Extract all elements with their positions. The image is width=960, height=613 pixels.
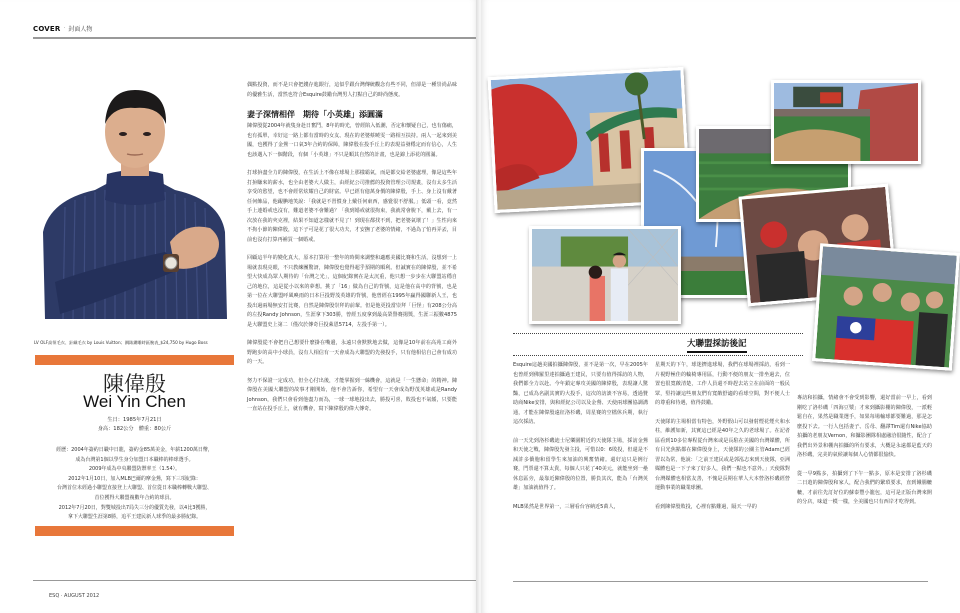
career-line: 2012年1月10日，加入MLB巴爾的摩金鶯，寫下三項紀錄： [68, 475, 201, 482]
article-paragraph: 回顧這半年的變化真大，原本打算用一整年的時間來調整和適應美國比賽和生活，沒想到一上場就表現亮眼，不只教練團驚訝，陳偉殷也覺得超乎預期的順利。但誠實在的陳偉殷，並不希望大快成為眾人期待的「台灣之光」，這個紀錄實在是太沉重，他只想一步步在大聯盟站穩自己的地位，這是從小以來的夢想。挑了「16」做為自己的背號，這是他在高中的背號，也是第一位在大聯盟呼風喚雨的日本巨投野茂英雄的背號，他曾經在1995年贏得國聯新人王，也投出過兩場無安打比賽，自然是陳偉殷崇拜的前輩。但是他更投當崇拜「巨怪」有208公分高的左投Randy Johnson，生涯拿下303勝，曾經五度拿到最高榮譽賽揚獎，生涯三振數4875是大聯盟史上第二（僅次於傳奇巨投萊恩5714，左投手第一）。 [247, 255, 457, 328]
career-line: 成為台灣第1個以學生身分加盟日本職棒的棒球選手。 [75, 456, 194, 463]
right-footer-divider [513, 581, 928, 582]
profile-career [32, 446, 237, 523]
article-paragraph: MLB果然是世界第一，三層看台容納近5萬人， [513, 503, 619, 510]
left-page [0, 0, 478, 613]
career-line: 2009年成為中央聯盟防禦率王（1.54）。 [88, 466, 181, 473]
article-column-right-2 [655, 361, 790, 521]
photo-caption: LV OLF高領毛衣、針織毛衣 by Louis Vuitton；鋼錶鏤雕時區腕表_$24,750 by Hugo Boss [34, 340, 208, 345]
profile-birthday: 生日：1985年7月21日 [107, 417, 162, 423]
sidebar-story-title: 大聯盟採訪後記 [687, 337, 747, 353]
portrait-illustration [35, 82, 235, 319]
article-paragraph: 前一天先到洛杉磯迪士尼樂園附近的天使隊主場，採訪金鶯和天使之戰，陳偉殷先發主投，可惜以0：6敗投，但還是不減許多僑胞和留學生來加油的興奮情緒。還好這只是例行賽，門票還不算太貴，每個人只花了40美元，就能坐到一壘休息區旁，最靠近陳偉殷的位置，勝負其次，能為「台灣英雄」加油就值得了。 [513, 437, 648, 491]
title-rule-bottom [513, 355, 803, 356]
section-header [33, 24, 92, 33]
article-paragraph: 星期天的下午，球迷擠進球場，我們在球場裡採訪，看到一片視野極佳的輪椅專用區，行動不便的朋友一排坐過去，位置也很寬敞清楚，工作人員還不時趕去站立在前面的一般民眾，堅持讓這些朋友們有寬敞舒適的看球空間，對不便人士的尊重和待遇，值得鼓勵。 [655, 362, 790, 406]
article-paragraph: 專訪和拍攝，情緒會不會受到影響，還好當前一早上，看到剛吃了洛杉磯「四海豆漿」才來到攝影棚的陳偉殷，一派輕鬆自在，果然是職業選手，如果每場輸球都要難過，那是怎麼投下去。一行人包括妻子、岳母、翻譯Tim還有Nike協助拍攝的老朋友Vernon，和攝影團隊相處融洽很隨性，配合了我們出外景和棚內拍攝的所有要求，大概是永遠都是藍天的洛杉磯，完美的氣候讓每個人心情都很愉快。 [797, 395, 932, 458]
article-paragraph: 陳偉殷從2004年就隻身赴日奮鬥，8年的時光，曾經陷入低潮，否定和懷疑自己，也有傷痛，也有孤單，幸好這一路上都有當時的女友、現在的老婆蔡曉雯一路相互扶持。兩人一起來到美國，也獲得了金鶯一口氣3年合約的保障，陳偉殷在投手丘上的表現益發穩定而有信心，人生也該邁入下一個階段，有個「小英雄」不只是順其自然的計畫，也是錦上添花的圓滿。 [247, 123, 457, 158]
article-paragraph: 努力不保證一定成功，但全心付出後，才能掌握到一絲機會，這就是「一生懸命」的精神。陳偉殷在美國大聯盟的故事才剛開始，他不會告訴你，希望有一天會成為野茂英雄或是Randy Johnson，我們只會看到他盡力而為，一球一球地投出去，勝投可喜，敗投也不氣餒，只要能一直站在投手丘上，就有機會，寫下陳偉殷的偉大傳奇。 [247, 377, 457, 412]
career-line: 台灣首位未經過小聯盟直接登上大聯盟、首位從日本職棒轉戰大聯盟、 [56, 485, 212, 492]
page-footer: ESQ · AUGUST 2012 [49, 593, 100, 599]
career-line: 首位獲得大聯盟複數年合約的球員。 [94, 494, 175, 501]
accent-bar-bottom [35, 526, 234, 536]
article-paragraph: 看到陳偉殷敗投，心裡有點難過，隔天一早的 [655, 503, 757, 510]
section-separator: · [63, 25, 66, 32]
article-paragraph: 陳偉殷從不會把自己想要什麼掛在嘴邊，永遠只會默默地去做，這像是10年前在高苑工商外野跑步的高中小球員，沒有人相信有一天會成為大聯盟的先發投手，只有他相信自己會有成功的一天。 [247, 340, 457, 365]
article-paragraph: 天使隊的主場相當有特色，外野假山可以發射煙花煙火和水柱，維護如新，其實這已經是40年之久的老球場了。在記者區看到10多位專程從台灣來或是長駐在美國的台灣媒體，所有目光焦點都在陳偉殷身上，天使隊的公關主管Adam已經習以為常，他說：「之前王建民或是郭泓志來到天使隊，亞洲媒體也是一下子來了好多人，我們一點也不意外。」天使隊對台灣媒體也相當友善，不愧是長期在華人大本營洛杉磯經營運動事業的職業球團。 [655, 418, 790, 491]
career-line: 2012年7月20日，對雙城投出7局失三分的優質先發，以4比3獲勝， [58, 504, 211, 511]
article-column-right-1 [513, 361, 648, 521]
article-paragraph: 從一早9點多，拍攝到了下午一點多，原本是安排了洛杉磯二日遊的陳偉殷和家人，配合我們的繁瑣要求，直到餓腸轆轆，才前往先訂好位的蘇泰豐小籠包，這可是正版台灣來開的分店，味道一模一樣，全美國也只有西岸才吃得到。 [797, 470, 932, 505]
photo-taiwan-flag-fans [812, 243, 960, 370]
header-divider [33, 37, 478, 39]
accent-bar-top [35, 355, 234, 365]
article-paragraph: Esquire這趟美國拍攝陳偉殷，並不是第一次，早在2005年也曾經到佛羅里達拍攝過王建民，只要有值得採訪的人物，我們都全力以赴。今年鎖定專攻美國的陳偉殷，表現讓人驚豔，已成為名副其實的大投手，這次的訪談不容易，透過贊助商Nike安排，與和經紀公司以及金鶯、天使兩球團協調溝通，才能在陳偉殷遠征洛杉磯，周星賽的空檔休兵期，執行這次採訪。 [513, 362, 648, 425]
article-intro: 偶點投資，而不是只會把錢存進銀行，這似乎跟台灣傳統觀念有些不同，但卻是一種崇尚品味的優雅生活，當然也符合Esquire鼓勵台灣男人打點自己的時尚態度。 [247, 82, 457, 98]
photo-makeup-session [529, 226, 681, 324]
profile-name-english: Wei Yin Chen [83, 392, 186, 411]
title-rule-top [513, 333, 803, 334]
portrait-photo [35, 82, 235, 319]
footer-divider [33, 580, 478, 581]
profile-stats [35, 416, 234, 434]
photo-stadium-crowd [771, 80, 921, 164]
article-subhead: 妻子深情相伴 期待「小英雄」添圓滿 [247, 110, 383, 119]
article-column-left [247, 81, 457, 424]
article-paragraph: 打球拚盡全力的陳偉殷，在生活上不像在球場上那樣霸氣，而是都交給老婆處理，像是這些年打拚賺來的薪水，也全由老婆大人做主，由經紀公司推薦的投資管理公司規畫，沒有太多生活享受的慾望，也不會經常炫耀自己的財富。早已經有億萬身價的陳偉殷，手上、身上沒有戴著任何飾品，他靦腆地笑說：「我就是不習慣身上戴任何東西，感覺很不舒服。」低頭一看，竟然手上連婚戒也沒有，難道老婆不會難過？「我到婚戒就很拘束，我就常會脫下，戴上去，有一次放在我的夾克裡，結果不知道怎樣就不見了！到現在都找不到，把老婆氣壞了！」生性向來不拘小節的陳偉殷，這下子可是花了很大功夫，才安撫了老婆的情緒，不過為了怕再弄丟，目前也沒有打算再補買一個婚戒。 [247, 170, 457, 243]
career-line: 經歷：2004年簽約日職中日龍，簽約金85萬美金，年薪1200萬日幣， [56, 447, 213, 453]
career-line: 拿下大聯盟生涯第8勝，追平王建民新人球季的最多勝紀錄。 [67, 514, 202, 521]
photo-collage [481, 60, 960, 330]
profile-height-weight: 身高：182公分 體重：80公斤 [97, 426, 172, 432]
profile-name-chinese: 陳偉殷 [103, 372, 166, 396]
article-column-right-3 [797, 394, 932, 517]
subsection-label: 封面人物 [68, 26, 93, 33]
section-label: COVER [33, 24, 61, 33]
